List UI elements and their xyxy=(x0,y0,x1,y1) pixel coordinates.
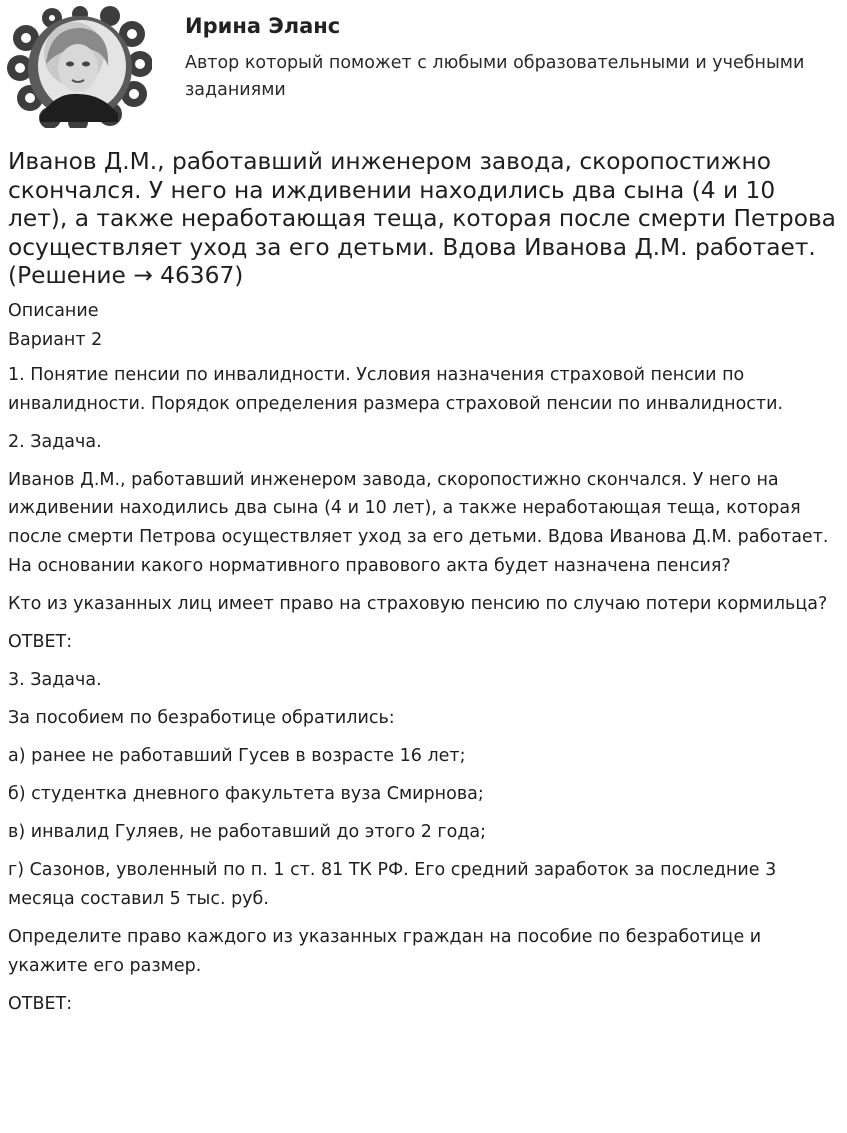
paragraph: Иванов Д.М., работавший инженером завода, скоропостижно скончался. У него на иждивении находились два сына (4 и 10 лет), а также неработающая теща, которая после смерти Петрова осуществляет уход за его детьми. Вдова Иванова Д.М. работает. На основании какого нормативного правового акта будет назначена пенсия? xyxy=(8,469,829,576)
paragraph: 2. Задача. xyxy=(8,431,102,452)
paragraph: г) Сазонов, уволенный по п. 1 ст. 81 ТК РФ. Его средний заработок за последние 3 месяца составил 5 тыс. руб. xyxy=(8,860,777,909)
paragraph: б) студентка дневного факультета вуза Смирнова; xyxy=(8,784,484,805)
author-avatar xyxy=(6,6,152,128)
variant-label: Вариант 2 xyxy=(8,329,103,350)
author-description: Автор который поможет с любыми образовательными и учебными заданиями xyxy=(185,53,805,100)
paragraph: ОТВЕТ: xyxy=(8,631,73,652)
description-label: Описание xyxy=(8,300,99,321)
document-body xyxy=(8,361,838,1018)
paragraph: Кто из указанных лиц имеет право на страховую пенсию по случаю потери кормильца? xyxy=(8,593,828,614)
paragraph: Определите право каждого из указанных граждан на пособие по безработице и укажите его размер. xyxy=(8,926,762,976)
paragraph: в) инвалид Гуляев, не работавший до этого 2 года; xyxy=(8,822,487,843)
paragraph: 1. Понятие пенсии по инвалидности. Условия назначения страховой пенсии по инвалидности. Порядок определения размера страховой пенсии по инвалидности. xyxy=(8,364,784,414)
paragraph: 3. Задача. xyxy=(8,669,102,690)
paragraph: За пособием по безработице обратились: xyxy=(8,707,395,728)
document-content xyxy=(8,148,838,1028)
author-header xyxy=(0,0,847,135)
document-title: Иванов Д.М., работавший инженером завода, скоропостижно скончался. У него на иждивении находились два сына (4 и 10 лет), а также неработающая теща, которая после смерти Петрова осуществляет уход за его детьми. Вдова Иванова Д.М. работает. (Решение → 46367) xyxy=(8,148,836,290)
paragraph: а) ранее не работавший Гусев в возрасте 16 лет; xyxy=(8,746,466,766)
paragraph: ОТВЕТ: xyxy=(8,993,73,1014)
author-name[interactable]: Ирина Эланс xyxy=(185,14,341,38)
